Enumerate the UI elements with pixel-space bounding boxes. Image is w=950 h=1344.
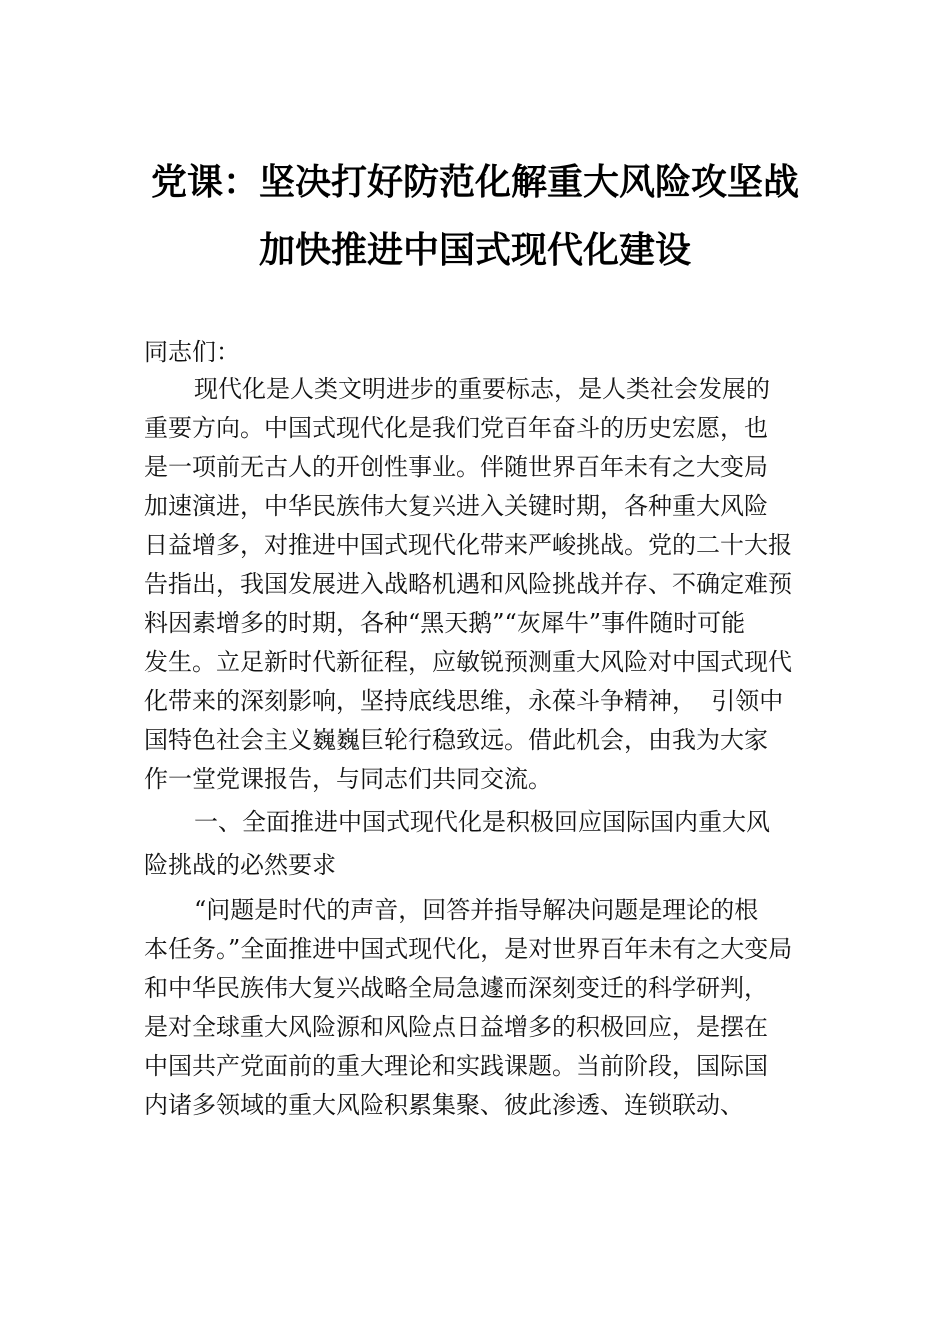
document-title-line-2: 加快推进中国式现代化建设	[258, 229, 691, 271]
paragraph-1-line: 重要方向。中国式现代化是我们党百年奋斗的历史宏愿，也	[144, 414, 768, 442]
paragraph-2-line: 是对全球重大风险源和风险点日益增多的积极回应，是摆在	[144, 1013, 768, 1041]
section-heading-1-line: 一、全面推进中国式现代化是积极回应国际国内重大风	[194, 808, 770, 836]
paragraph-1-line: 日益增多，对推进中国式现代化带来严峻挑战。党的二十大报	[144, 531, 792, 559]
paragraph-1-line: 发生。立足新时代新征程，应敏锐预测重大风险对中国式现代	[144, 648, 792, 676]
section-heading-1-line: 险挑战的必然要求	[144, 851, 336, 879]
paragraph-1-line: 化带来的深刻影响，坚持底线思维，永葆斗争精神， 引领中	[144, 687, 784, 715]
paragraph-1-line: 国特色社会主义巍巍巨轮行稳致远。借此机会，由我为大家	[144, 726, 768, 754]
paragraph-2-line: “问题是时代的声音，回答并指导解决问题是理论的根	[194, 896, 759, 924]
document-title-line-1: 党课：坚决打好防范化解重大风险攻坚战	[150, 161, 799, 203]
paragraph-1-line: 料因素增多的时期，各种“黑天鹅”“灰犀牛”事件随时可能	[144, 609, 746, 637]
salutation: 同志们：	[144, 338, 240, 366]
paragraph-1-line: 加速演进，中华民族伟大复兴进入关键时期，各种重大风险	[144, 492, 768, 520]
paragraph-1-line: 现代化是人类文明进步的重要标志，是人类社会发展的	[194, 375, 770, 403]
paragraph-2-line: 和中华民族伟大复兴战略全局急遽而深刻变迁的科学研判，	[144, 974, 768, 1002]
paragraph-1-line: 作一堂党课报告，与同志们共同交流。	[144, 765, 552, 793]
paragraph-2-line: 本任务。”全面推进中国式现代化，是对世界百年未有之大变局	[144, 935, 793, 963]
paragraph-1-line: 告指出，我国发展进入战略机遇和风险挑战并存、不确定难预	[144, 570, 792, 598]
paragraph-2-line: 中国共产党面前的重大理论和实践课题。当前阶段，国际国	[144, 1052, 768, 1080]
paragraph-2-line: 内诸多领域的重大风险积累集聚、彼此渗透、连锁联动、	[144, 1091, 744, 1119]
paragraph-1-line: 是一项前无古人的开创性事业。伴随世界百年未有之大变局	[144, 453, 768, 481]
